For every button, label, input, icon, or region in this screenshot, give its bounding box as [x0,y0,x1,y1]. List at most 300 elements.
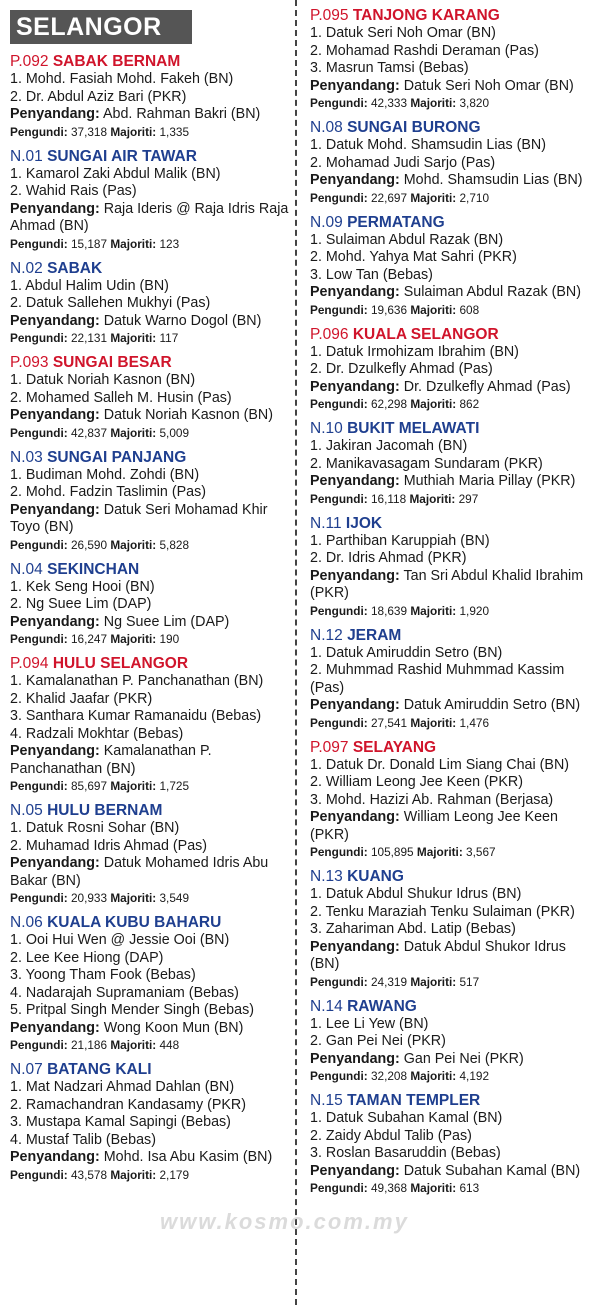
state-seat-heading [310,514,595,533]
seat-code: N.10 [310,420,343,437]
majority-value: 613 [459,1181,480,1195]
parliament-seat-heading [10,654,292,673]
voter-stats [310,396,595,412]
voter-stats [10,631,292,647]
voters-value: 16,118 [370,491,407,506]
candidate-line: 2. Mohd. Yahya Mat Sahri (PKR) [310,249,517,265]
voters-value: 27,541 [370,715,408,730]
voters-value: 22,697 [370,190,408,205]
voter-stats [10,330,292,346]
seat-code: P.095 [310,7,349,24]
incumbent-label: Penyandang: [310,567,400,584]
candidate-line: 1. Datuk Rosni Sohar (BN) [10,820,180,836]
voter-stats [310,1068,595,1084]
voters-label: Pengundi: [310,397,368,411]
candidate-line: 1. Datuk Amiruddin Setro (BN) [310,644,503,661]
candidate-line: 3. Mustapa Kamal Sapingi (Bebas) [10,1114,231,1130]
parliament-seat-heading [10,353,292,372]
voters-value: 42,333 [370,96,408,110]
voters-label: Pengundi: [310,974,368,989]
voters-value: 49,368 [370,1181,408,1195]
voters-value: 26,590 [70,537,108,552]
incumbent-name: Abd. Rahman Bakri (BN) [102,106,261,122]
state-seat-heading [310,626,595,645]
incumbent-name: Gan Pei Nei (PKR) [403,1050,524,1067]
seat-code: N.01 [10,147,43,165]
majority-value: 1,476 [459,715,490,730]
majority-label: Majoriti: [110,779,157,793]
seat-block [10,259,292,347]
candidate-line: 2. Datuk Sallehen Mukhyi (Pas) [10,295,211,311]
candidate-line: 2. Ng Suee Lim (DAP) [10,596,152,612]
majority-label: Majoriti: [110,1167,157,1182]
incumbent-line [10,743,292,778]
incumbent-line [310,473,595,491]
voters-value: 105,895 [370,845,414,859]
candidate-line: 1. Abdul Halim Udin (BN) [10,277,169,294]
voters-value: 85,697 [70,779,108,793]
incumbent-line [10,1020,292,1038]
state-seat-heading [310,997,595,1016]
incumbent-line [310,78,595,96]
candidate-line: 1. Kek Seng Hooi (BN) [10,578,155,595]
seat-name: SABAK [47,259,103,277]
voter-stats [310,974,595,990]
voter-stats [310,844,595,860]
seat-block [310,6,595,111]
candidate-line: 4. Nadarajah Supramaniam (Bebas) [10,984,239,1001]
seat-name: JERAM [347,626,402,644]
majority-value: 2,710 [459,190,490,205]
majority-label: Majoriti: [410,190,457,205]
candidate-line: 3. Santhara Kumar Ramanaidu (Bebas) [10,708,262,724]
seat-name: BATANG KALI [47,1061,152,1078]
seat-block [310,514,595,619]
voters-value: 62,298 [370,397,408,411]
seat-block [10,1060,292,1183]
majority-value: 608 [459,302,480,317]
incumbent-name: Muthiah Maria Pillay (PKR) [403,473,576,489]
candidate-line: 1. Kamarol Zaki Abdul Malik (BN) [10,165,221,182]
seat-name: KUANG [347,868,404,885]
incumbent-name: Mohd. Shamsudin Lias (BN) [403,172,583,188]
candidate-line: 2. Mohamad Judi Sarjo (Pas) [310,154,496,171]
voter-stats [10,1167,292,1183]
voters-value: 42,837 [70,425,108,440]
candidate-line: 2. Khalid Jaafar (PKR) [10,690,153,707]
incumbent-name: Datuk Amiruddin Setro (BN) [403,697,581,713]
voter-stats [310,603,595,619]
voters-label: Pengundi: [10,425,68,440]
candidate-line: 1. Datuk Dr. Donald Lim Siang Chai (BN) [310,756,570,773]
voters-value: 24,319 [370,974,408,989]
voter-stats [310,190,595,206]
candidate-line: 1. Sulaiman Abdul Razak (BN) [310,231,504,248]
incumbent-line [10,1149,292,1167]
voter-stats [310,491,595,507]
incumbent-name: Kamalanathan P. Panchanathan (BN) [10,743,212,777]
state-seat-heading [10,1060,292,1079]
incumbent-name: Datuk Abdul Shukor Idrus (BN) [310,938,566,972]
voters-label: Pengundi: [10,236,68,251]
voters-value: 32,208 [370,1069,408,1083]
candidate-line: 2. Zaidy Abdul Talib (Pas) [310,1127,472,1144]
candidate-line: 2. Mohamed Salleh M. Husin (Pas) [10,389,232,406]
state-banner: SELANGOR [10,10,192,44]
incumbent-name: Wong Koon Mun (BN) [103,1019,244,1036]
incumbent-line [310,697,595,715]
state-seat-heading [310,867,595,886]
majority-label: Majoriti: [110,891,157,905]
majority-value: 448 [159,1038,180,1052]
seat-block [310,118,595,206]
incumbent-label: Penyandang: [310,284,400,300]
voter-stats [10,537,292,553]
seat-block [10,801,292,906]
candidate-line: 1. Mat Nadzari Ahmad Dahlan (BN) [10,1079,235,1095]
incumbent-line [10,502,292,537]
candidate-line: 5. Pritpal Singh Mender Singh (Bebas) [10,1002,254,1018]
incumbent-label: Penyandang: [10,312,100,329]
voters-label: Pengundi: [310,491,368,506]
state-seat-heading [10,259,292,278]
majority-value: 862 [459,397,480,411]
candidate-line: 2. Dr. Idris Ahmad (PKR) [310,550,467,566]
incumbent-line [10,313,292,331]
majority-value: 3,567 [466,845,496,859]
incumbent-label: Penyandang: [310,809,400,825]
seat-block [310,213,595,318]
seat-code: N.15 [310,1092,343,1109]
incumbent-label: Penyandang: [10,855,100,871]
majority-label: Majoriti: [110,1038,157,1052]
majority-label: Majoriti: [409,491,456,506]
voters-label: Pengundi: [10,891,68,905]
state-seat-heading [10,448,292,467]
voter-stats [310,1180,595,1196]
voters-label: Pengundi: [310,715,368,730]
majority-value: 117 [159,331,179,345]
candidate-line: 2. Dr. Dzulkefly Ahmad (Pas) [310,361,493,377]
seat-code: P.096 [310,325,349,343]
voters-label: Pengundi: [10,331,68,345]
majority-value: 1,335 [159,124,190,139]
parliament-seat-heading [10,52,292,71]
incumbent-name: Mohd. Isa Abu Kasim (BN) [103,1149,273,1165]
seat-code: N.09 [310,213,343,231]
candidate-line: 1. Budiman Mohd. Zohdi (BN) [10,466,200,483]
incumbent-line [310,1051,595,1069]
candidate-line: 1. Mohd. Fasiah Mohd. Fakeh (BN) [10,71,234,87]
seat-block [10,654,292,794]
voter-stats [310,715,595,731]
state-seat-heading [310,118,595,137]
incumbent-label: Penyandang: [10,501,100,518]
seat-name: IJOK [345,514,383,532]
voter-stats [10,778,292,794]
incumbent-label: Penyandang: [310,77,400,94]
voters-value: 21,186 [70,1038,108,1052]
state-seat-heading [310,213,595,232]
seat-block [10,448,292,553]
state-seat-heading [310,1091,595,1110]
state-seat-heading [10,147,292,166]
majority-label: Majoriti: [110,537,157,552]
candidate-line: 2. Ramachandran Kandasamy (PKR) [10,1096,247,1113]
voters-value: 22,131 [70,331,108,345]
watermark: www.kosmo.com.my [160,1209,409,1234]
incumbent-line [10,407,292,425]
incumbent-line [310,939,595,974]
candidate-line: 2. Wahid Rais (Pas) [10,183,137,199]
seat-code: N.03 [10,448,43,466]
majority-value: 190 [159,632,180,646]
majority-label: Majoriti: [416,845,463,859]
majority-value: 5,828 [159,537,190,552]
majority-value: 297 [458,491,479,506]
incumbent-name: William Leong Jee Keen (PKR) [310,809,558,843]
seat-code: N.13 [310,868,343,885]
majority-value: 1,725 [159,779,190,793]
voter-stats [10,890,292,906]
incumbent-label: Penyandang: [10,200,100,217]
seat-name: SUNGAI BESAR [52,354,172,371]
incumbent-line [10,201,292,236]
candidate-line: 1. Lee Li Yew (BN) [310,1015,429,1032]
seat-code: P.092 [10,53,49,70]
incumbent-label: Penyandang: [10,743,100,759]
candidate-line: 4. Mustaf Talib (Bebas) [10,1131,156,1148]
incumbent-line [310,809,595,844]
seat-code: N.14 [310,997,343,1015]
candidate-line: 4. Radzali Mokhtar (Bebas) [10,725,184,742]
incumbent-name: Datuk Mohamed Idris Abu Bakar (BN) [10,855,269,889]
seat-name: HULU SELANGOR [52,655,189,672]
voter-stats [310,95,595,111]
incumbent-name: Raja Ideris @ Raja Idris Raja Ahmad (BN) [10,200,289,234]
seat-code: P.094 [10,655,49,672]
incumbent-label: Penyandang: [10,106,100,122]
seat-block [10,560,292,648]
seat-name: BUKIT MELAWATI [347,420,480,437]
candidate-line: 2. Tenku Maraziah Tenku Sulaiman (PKR) [310,903,575,920]
seat-name: TAMAN TEMPLER [347,1092,481,1109]
seat-block [310,626,595,731]
column-divider [295,0,297,1305]
state-seat-heading [310,419,595,438]
candidate-line: 1. Datuk Irmohizam Ibrahim (BN) [310,343,519,360]
seat-name: SEKINCHAN [47,560,140,578]
majority-label: Majoriti: [110,124,157,139]
voters-label: Pengundi: [10,1038,68,1052]
candidate-line: 1. Kamalanathan P. Panchanathan (BN) [10,673,264,689]
seat-code: N.02 [10,259,43,277]
candidate-line: 1. Datuk Abdul Shukur Idrus (BN) [310,886,522,902]
seat-code: P.097 [310,738,349,756]
seat-code: P.093 [10,354,49,371]
seat-code: N.08 [310,119,343,136]
parliament-seat-heading [310,6,595,25]
incumbent-label: Penyandang: [10,1149,100,1165]
voters-value: 16,247 [70,632,108,646]
candidate-line: 2. William Leong Jee Keen (PKR) [310,774,523,790]
incumbent-label: Penyandang: [310,697,400,713]
incumbent-label: Penyandang: [310,1162,400,1179]
candidate-line: 3. Yoong Tham Fook (Bebas) [10,967,196,983]
seat-name: KUALA KUBU BAHARU [47,914,222,931]
majority-label: Majoriti: [410,1181,457,1195]
majority-label: Majoriti: [410,96,457,110]
voters-label: Pengundi: [310,96,368,110]
majority-label: Majoriti: [110,331,157,345]
majority-value: 3,820 [459,96,490,110]
voters-label: Pengundi: [10,632,68,646]
seat-block [310,325,595,413]
candidate-line: 1. Ooi Hui Wen @ Jessie Ooi (BN) [10,932,230,948]
majority-label: Majoriti: [410,603,457,618]
seat-block [10,913,292,1053]
candidate-line: 1. Jakiran Jacomah (BN) [310,438,468,454]
incumbent-line [310,568,595,603]
voters-label: Pengundi: [10,124,68,139]
candidate-line: 2. Gan Pei Nei (PKR) [310,1033,446,1049]
candidate-line: 1. Datuk Mohd. Shamsudin Lias (BN) [310,137,547,153]
seat-code: N.07 [10,1061,43,1078]
seat-block [310,738,595,861]
seat-name: RAWANG [347,997,417,1015]
seat-code: N.12 [310,626,343,644]
incumbent-name: Ng Suee Lim (DAP) [103,613,230,630]
majority-label: Majoriti: [410,974,457,989]
seat-code: N.06 [10,914,43,931]
incumbent-name: Datuk Noriah Kasnon (BN) [103,407,274,423]
incumbent-line [10,106,292,124]
parliament-seat-heading [310,325,595,344]
seat-list-left [10,52,292,1183]
voters-label: Pengundi: [310,603,368,618]
voters-value: 19,636 [370,302,408,317]
voters-label: Pengundi: [310,845,368,859]
candidate-line: 2. Muhamad Idris Ahmad (Pas) [10,837,208,854]
incumbent-name: Datuk Subahan Kamal (BN) [403,1162,581,1179]
incumbent-name: Datuk Seri Noh Omar (BN) [403,77,574,94]
candidate-line: 2. Lee Kee Hiong (DAP) [10,949,164,966]
seat-block [10,147,292,252]
candidate-line: 2. Dr. Abdul Aziz Bari (PKR) [10,88,187,105]
candidate-line: 3. Roslan Basaruddin (Bebas) [310,1145,501,1161]
seat-name: SELAYANG [352,738,437,756]
majority-value: 1,920 [459,603,490,618]
voters-label: Pengundi: [310,302,368,317]
incumbent-label: Penyandang: [10,613,100,630]
seat-block [310,419,595,507]
state-seat-heading [10,560,292,579]
voters-value: 37,318 [70,124,108,139]
voters-value: 18,639 [370,603,408,618]
seat-name: SUNGAI AIR TAWAR [47,147,197,165]
seat-name: KUALA SELANGOR [352,325,499,343]
voters-value: 20,933 [70,891,108,905]
candidate-line: 1. Datuk Noriah Kasnon (BN) [10,372,196,388]
incumbent-label: Penyandang: [310,473,400,489]
incumbent-name: Sulaiman Abdul Razak (BN) [403,284,581,300]
seat-name: TANJONG KARANG [352,7,500,24]
incumbent-line [310,172,595,190]
candidate-line: 2. Mohamad Rashdi Deraman (Pas) [310,42,539,59]
majority-label: Majoriti: [410,1069,457,1083]
incumbent-line [10,614,292,632]
seat-list-right [310,0,595,1196]
incumbent-label: Penyandang: [310,938,400,955]
seat-block [310,997,595,1085]
seat-name: SABAK BERNAM [52,53,181,70]
candidate-line: 1. Datuk Subahan Kamal (BN) [310,1110,503,1126]
seat-code: N.05 [10,802,43,819]
candidate-line: 2. Manikavasagam Sundaram (PKR) [310,455,543,472]
majority-value: 4,192 [459,1069,490,1083]
voter-stats [10,124,292,140]
voters-label: Pengundi: [10,1167,68,1182]
seat-block [310,1091,595,1196]
incumbent-name: Tan Sri Abdul Khalid Ibrahim (PKR) [310,567,584,601]
majority-label: Majoriti: [410,715,457,730]
incumbent-line [10,855,292,890]
majority-value: 3,549 [159,891,190,905]
incumbent-line [310,284,595,302]
majority-label: Majoriti: [110,236,157,251]
seat-block [310,867,595,990]
incumbent-label: Penyandang: [310,1050,400,1067]
voters-label: Pengundi: [310,190,368,205]
majority-label: Majoriti: [410,302,457,317]
state-seat-heading [10,801,292,820]
candidate-line: 2. Muhmmad Rashid Muhmmad Kassim (Pas) [310,662,565,696]
incumbent-line [310,379,595,397]
seat-name: SUNGAI BURONG [347,119,481,136]
seat-name: PERMATANG [347,213,445,231]
incumbent-label: Penyandang: [310,172,400,188]
majority-value: 5,009 [159,425,190,440]
seat-block [10,353,292,441]
voters-label: Pengundi: [310,1069,368,1083]
incumbent-line [310,1163,595,1181]
voters-label: Pengundi: [10,779,68,793]
left-column [10,0,292,1190]
majority-label: Majoriti: [410,397,457,411]
seat-code: N.04 [10,560,43,578]
incumbent-name: Datuk Warno Dogol (BN) [103,312,262,329]
right-column [310,0,595,1203]
voter-stats [10,1037,292,1053]
candidate-line: 3. Low Tan (Bebas) [310,266,433,283]
state-seat-heading [10,913,292,932]
majority-value: 2,179 [159,1167,190,1182]
candidate-line: 1. Parthiban Karuppiah (BN) [310,532,490,549]
majority-label: Majoriti: [110,632,157,646]
voters-value: 15,187 [70,236,108,251]
incumbent-label: Penyandang: [10,407,100,423]
incumbent-name: Dr. Dzulkefly Ahmad (Pas) [403,378,571,395]
seat-block [10,52,292,140]
seat-name: SUNGAI PANJANG [47,448,187,466]
voters-value: 43,578 [70,1167,108,1182]
majority-value: 517 [459,974,480,989]
voter-stats [10,236,292,252]
voter-stats [10,425,292,441]
seat-name: HULU BERNAM [47,802,163,819]
incumbent-label: Penyandang: [10,1019,100,1036]
candidate-line: 3. Masrun Tamsi (Bebas) [310,60,469,76]
